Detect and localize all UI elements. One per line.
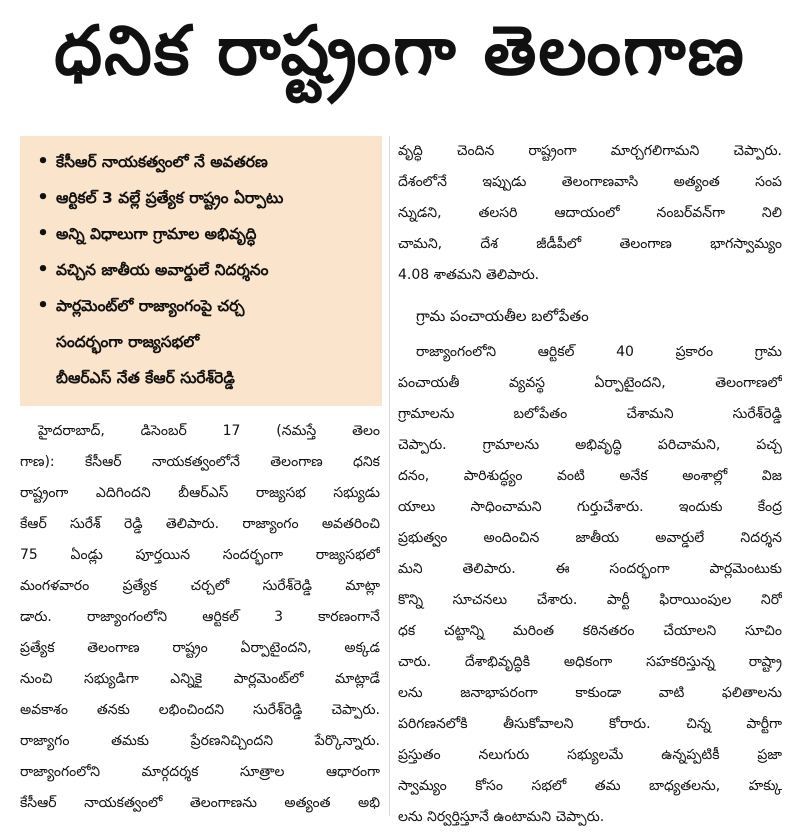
highlight-text: ఆర్టికల్ 3 వల్లే ప్రత్యేక రాష్ట్రం ఏర్పాటు <box>56 189 284 207</box>
text-line: రాజ్యాంగంలోని మార్గదర్శక సూత్రాల ఆధారంగా <box>20 764 380 780</box>
left-column <box>20 136 380 819</box>
text-line: ధక చట్టాన్ని మరింత కఠినతరం చేయాలని సూచిం <box>398 623 782 639</box>
text-line: పరిగణనలోకి తీసుకోవాలని కోరారు. చిన్న పార్టీగా <box>398 716 782 732</box>
article-body-right-top <box>398 136 782 291</box>
bullet-icon: • <box>37 187 49 208</box>
text-line: రాష్ట్రంగా ఎదిగిందని బీఆర్ఎస్ రాజ్యసభ సభ్యుడు <box>20 485 380 501</box>
text-line: రాజ్యాంగంలోని ఆర్టికల్ 40 ప్రకారం గ్రామ <box>416 344 782 360</box>
text-line: డారు. రాజ్యాంగంలోని ఆర్టికల్ 3 కారణంగానే <box>20 609 380 625</box>
text-line: న్నుడని, తలసరి ఆదాయంలో నంబర్‌వన్‌గా నిలి <box>398 205 782 221</box>
highlight-line: సందర్భంగా రాజ్యసభలో <box>56 333 200 351</box>
article-body-left <box>20 416 380 819</box>
highlight-item <box>30 144 372 180</box>
bullet-icon: • <box>37 295 49 316</box>
text-line: రాజ్యాగం తమకు ప్రేరణనిచ్చిందని పేర్కొన్నారు. <box>20 733 380 749</box>
text-line: లను నిర్వర్తిస్తూనే ఉంటామని చెప్పారు. <box>398 809 605 825</box>
text-line: కేసీఆర్ నాయకత్వంలో తెలంగాణను అత్యంత అభి <box>20 795 380 811</box>
text-line: ప్రభుత్వం అందించిన జాతీయ అవార్డులే నిదర్శన <box>398 530 782 546</box>
highlight-text: అన్ని విధాలుగా గ్రామాల అభివృద్ధి <box>56 225 257 243</box>
text-line: చెప్పారు. గ్రామాలను అభివృద్ధి పరిచామని, పచ్చ <box>398 437 782 453</box>
text-line: చామని, దేశ జీడీపీలో తెలంగాణ భాగస్వామ్యం <box>398 236 782 252</box>
text-line: గ్రామాలను బలోపేతం చేశామని సురేశ్‌రెడ్డి <box>398 406 782 422</box>
bullet-icon: • <box>37 259 49 280</box>
highlight-text <box>56 288 244 396</box>
highlight-item <box>30 216 372 252</box>
highlight-item <box>30 252 372 288</box>
text-line: యాలు సాధించామని గుర్తుచేశారు. ఇందుకు కేంద్ర <box>398 499 782 515</box>
text-line: పంచాయతీ వ్యవస్థ ఏర్పాటైందని, తెలంగాణలో <box>398 375 782 391</box>
highlight-line: బీఆర్ఎస్ నేత కేఆర్ సురేశ్‌రెడ్డి <box>56 369 235 387</box>
highlights-box <box>20 136 382 406</box>
right-column <box>398 136 782 833</box>
text-line: నుంచి సభ్యుడిగా ఎన్నికై పార్లమెంట్‌లో మాట్లాడే <box>20 671 380 687</box>
highlight-item <box>30 180 372 216</box>
text-line: 4.08 శాతమని తెలిపారు. <box>398 267 540 283</box>
text-line: వృద్ధి చెందిన రాష్ట్రంగా మార్చగలిగామని చెప్పారు. <box>398 143 782 159</box>
headline: ధనిక రాష్ట్రంగా తెలంగాణ <box>54 11 746 91</box>
bullet-icon: • <box>37 151 49 172</box>
highlight-text: వచ్చిన జాతీయ అవార్డులే నిదర్శనం <box>56 261 269 279</box>
text-line: ప్రత్యేక తెలంగాణ రాష్ట్రం ఏర్పాటైందని, అక్కడ <box>20 640 380 656</box>
text-line: 75 ఏండ్లు పూర్తయిన సందర్భంగా రాజ్యసభలో <box>20 547 380 563</box>
text-line: లను జనాభాపరంగా కాకుండా వాటి ఫలితాలను <box>398 685 782 701</box>
text-line: ప్రస్తుతం నలుగురు సభ్యులమే ఉన్నప్పటికీ ప్రజా <box>398 747 782 763</box>
article-body-right-bottom <box>398 337 782 833</box>
column-divider <box>389 136 390 816</box>
text-line: అవకాశం తనకు లభించిందని సురేశ్‌రెడ్డి చెప్పారు. <box>20 702 380 718</box>
text-line: హైదరాబాద్, డిసెంబర్ 17 (నమస్తే తెలం <box>38 423 380 439</box>
text-line: కేఆర్ సురేశ్ రెడ్డి తెలిపారు. రాజ్యాంగం అవతరించి <box>20 516 380 532</box>
bullet-icon: • <box>37 223 49 244</box>
text-line: దనం, పారిశుద్ధ్యం వంటి అనేక అంశాల్లో విజ <box>398 468 782 484</box>
text-line: స్వామ్యం కోసం సభలో తమ బాధ్యతలను, హక్కు <box>398 778 782 794</box>
subheading: గ్రామ పంచాయతీల బలోపేతం <box>416 307 589 325</box>
text-line: గాణ): కేసీఆర్ నాయకత్వంలోనే తెలంగాణ ధనిక <box>20 454 380 470</box>
text-line: మంగళవారం ప్రత్యేక చర్చలో సురేశ్‌రెడ్డి మాట్లా <box>20 578 380 594</box>
highlight-line: పార్లమెంట్‌లో రాజ్యాంగంపై చర్చ <box>56 297 245 315</box>
highlight-item <box>30 288 372 396</box>
text-line: మని తెలిపారు. ఈ సందర్భంగా పార్లమెంటుకు <box>398 561 782 577</box>
text-line: కొన్ని సూచనలు చేశారు. పార్టీ ఫిరాయింపుల నిరో <box>398 592 782 608</box>
text-line: చారు. దేశాభివృద్ధికి అధికంగా సహకరిస్తున్న రాష్ట్రా <box>398 654 782 670</box>
text-line: దేశంలోనే ఇప్పుడు తెలంగాణవాసి అత్యంత సంప <box>398 174 782 190</box>
highlight-text: కేసీఆర్ నాయకత్వంలో నే అవతరణ <box>56 153 268 171</box>
